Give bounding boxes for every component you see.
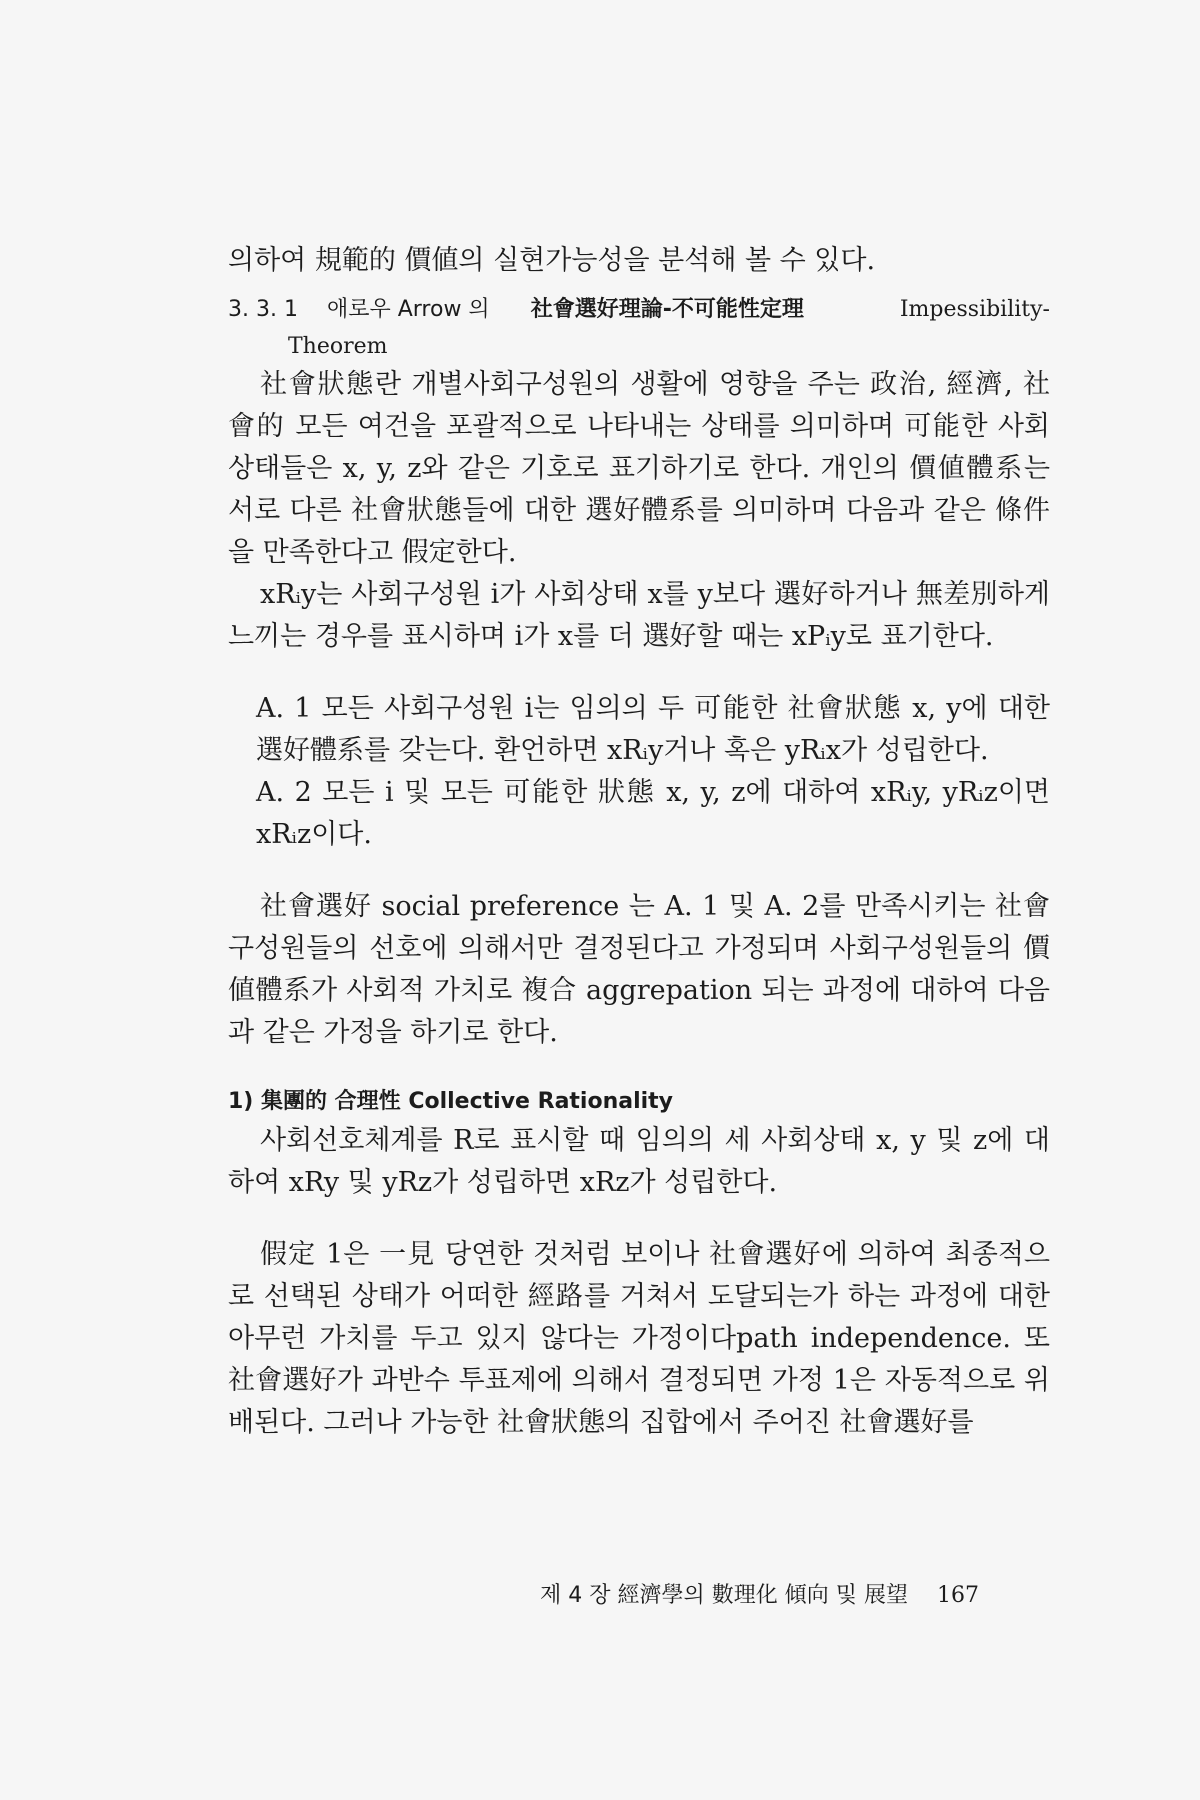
section-title-en: Impessibility- [899,297,1050,322]
subsection-heading-collective-rationality: 1) 集團的 合理性 Collective Rationality [228,1089,674,1114]
section-heading [228,292,1050,328]
section-number: 3. 3. 1 [228,297,298,322]
spacer [228,1054,1050,1084]
axiom-a2-label: A. 2 [256,777,312,808]
spacer [228,1204,1050,1234]
paragraph-path-independence: 假定 1은 一見 당연한 것처럼 보이나 社會選好에 의하여 최종적으로 선택된 상태가 어떠한 經路를 거쳐서 도달되는가 하는 과정에 대한 아무런 가치를 두고 있지 않다는 가정이다path independence. 또 社會選好가 과반수 투표제에 의해서 결정되면 가정 1은 자동적으로 위배된다. 그러나 가능한 社會狀態의 집합에서 주어진 社會選好를 [228,1239,1050,1438]
paragraph-social-preference: 社會選好 social preference 는 A. 1 및 A. 2를 만족시키는 社會구성원들의 선호에 의해서만 결정된다고 가정되며 사회구성원들의 價値體系가 사회적 가치로 複合 aggrepation 되는 과정에 대하여 다음과 같은 가정을 하기로 한다. [228,891,1050,1048]
chapter-title: 제 4 장 經濟學의 數理化 傾向 및 展望 [540,1583,908,1608]
axiom-a1-text: 모든 사회구성원 i는 임의의 두 可能한 社會狀態 x, y에 대한 選好體系를 갖는다. 환언하면 xRᵢy거나 혹은 yRᵢx가 성립한다. [256,693,1050,766]
spacer [228,658,1050,688]
axiom-a1 [256,688,1050,772]
paragraph-collective-rationality: 사회선호체계를 R로 표시할 때 임의의 세 사회상태 x, y 및 z에 대하여 xRy 및 yRz가 성립하면 xRz가 성립한다. [228,1125,1050,1198]
spacer [228,856,1050,886]
page-body [228,240,1050,1444]
paragraph-intro: 의하여 規範的 價値의 실현가능성을 분석해 볼 수 있다. [228,245,876,276]
section-title-en-cont: Theorem [288,334,388,359]
axiom-a2-text: 모든 i 및 모든 可能한 狀態 x, y, z에 대하여 xRᵢy, yRᵢz이면 xRᵢz이다. [256,777,1050,850]
axiom-a1-label: A. 1 [256,693,312,724]
section-title-cn: 社會選好理論-不可能性定理 [530,297,804,322]
axiom-a2 [256,772,1050,856]
paragraph-social-state: 社會狀態란 개별사회구성원의 생활에 영향을 주는 政治, 經濟, 社會的 모든 여건을 포괄적으로 나타내는 상태를 의미하며 可能한 사회상태들은 x, y, z와 같은 기호로 표기하기로 한다. 개인의 價値體系는 서로 다른 社會狀態들에 대한 選好體系를 의미하며 다음과 같은 條件을 만족한다고 假定한다. [228,369,1050,568]
section-title-ko: 애로우 Arrow 의 [326,297,490,322]
paragraph-preference-notation: xRᵢy는 사회구성원 i가 사회상태 x를 y보다 選好하거나 無差別하게 느끼는 경우를 표시하며 i가 x를 더 選好할 때는 xPᵢy로 표기한다. [228,579,1050,652]
page-number: 167 [936,1583,979,1608]
page-footer [540,1578,979,1609]
